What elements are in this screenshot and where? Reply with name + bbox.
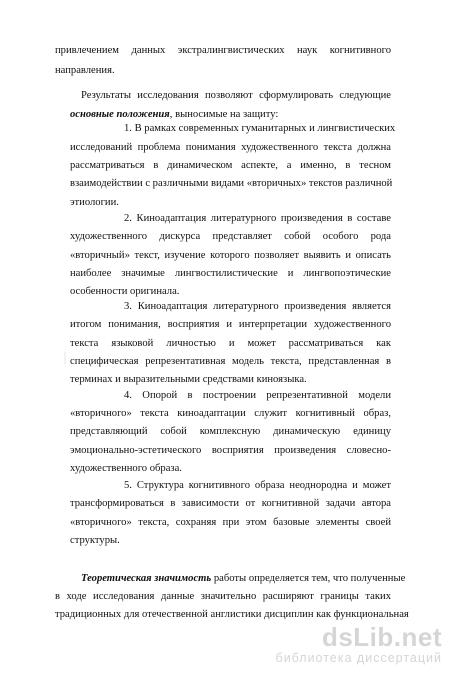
text-line: взаимодействии с различными видами «вторичных» текстов различной: [70, 178, 393, 189]
text-line: в ходе исследования данные значительно расширяют границы таких: [55, 591, 391, 602]
list-item-5: 5. Структура когнитивного образа неоднородна и может: [124, 480, 391, 491]
text-line: терминах и выразительными средствами киноязыка.: [70, 374, 307, 385]
text-line: трансформироваться в зависимости от когнитивной задачи автора: [70, 498, 391, 509]
text-line: художественного образа.: [70, 463, 182, 474]
text-line: [70, 108, 278, 121]
margin-mark: [64, 352, 66, 364]
text-line: традиционных для отечественной англистики дисциплин как функциональная: [55, 609, 409, 620]
text-line: текста языковой личностью и может рассматриваться как: [70, 338, 391, 349]
text-line: Результаты исследования позволяют сформулировать следующие: [81, 90, 391, 101]
text-line: наиболее значимые лингвостилистические и лингвопоэтические: [70, 268, 391, 279]
text-line: представляющий собой комплексную динамическую единицу: [70, 426, 391, 437]
text-line: исследований проблема понимания художественного текста должна: [70, 142, 391, 153]
text-line: особенности оригинала.: [70, 286, 180, 297]
watermark-logo: dsLib.net: [321, 622, 442, 652]
text-line: направления.: [55, 65, 115, 76]
watermark: [242, 623, 442, 669]
text-line: [81, 572, 406, 585]
emphasis: Теоретическая значимость: [81, 573, 212, 584]
text-line: итогом понимания, восприятия и интерпретации художественного: [70, 319, 391, 330]
text-line: «вторичного» текста, сохраняя при этом базовые элементы своей: [70, 517, 391, 528]
list-item-2: 2. Киноадаптация литературного произведения в составе: [124, 213, 391, 224]
text-line: «вторичный» текст, изучение которого позволяет выявить и описать: [70, 250, 391, 261]
list-item-3: 3. Киноадаптация литературного произведения является: [124, 301, 391, 312]
text-line: рассматриваться в динамическом аспекте, а именно, в тесном: [70, 160, 391, 171]
emphasis: основные положения: [70, 109, 170, 120]
text-fragment: , выносимые на защиту:: [169, 109, 279, 120]
text-fragment: работы определяется тем, что полученные: [211, 573, 406, 584]
list-item-4: 4. Опорой в построении репрезентативной модели: [124, 390, 391, 401]
text-line: «вторичного» текста киноадаптации служит когнитивный образ,: [70, 408, 391, 419]
text-line: специфическая репрезентативная модель текста, представленная в: [70, 356, 391, 367]
text-line: художественного дискурса представляет собой особого рода: [70, 231, 391, 242]
watermark-subtitle: библиотека диссертаций: [275, 651, 442, 665]
text-line: привлечением данных экстралингвистических наук когнитивного: [55, 45, 391, 56]
text-line: структуры.: [70, 535, 120, 546]
text-line: эмоционально-эстетического восприятия произведения словесно-: [70, 445, 391, 456]
list-item-1: 1. В рамках современных гуманитарных и лингвистических: [124, 123, 396, 134]
text-line: этиологии.: [70, 197, 119, 208]
